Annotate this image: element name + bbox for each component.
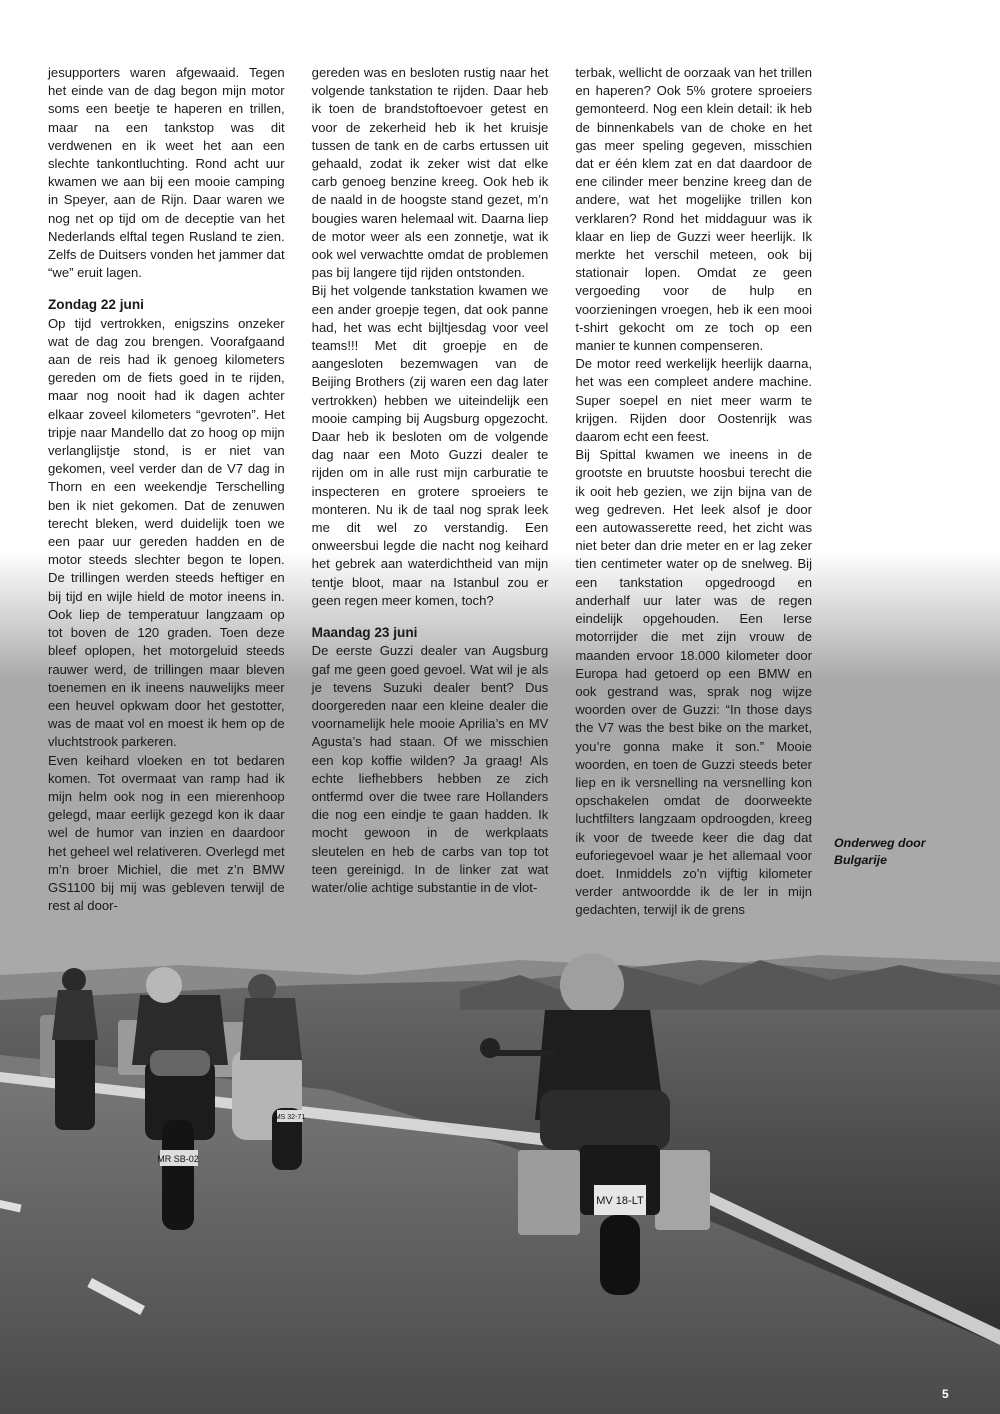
license-plate: MS 32-71	[274, 1114, 306, 1121]
article-columns	[48, 64, 813, 918]
paragraph: jesupporters waren afgewaaid. Tegen het einde van de dag begon mijn motor soms een beetje te haperen en trillen, maar na een tankstop was dit verdwenen en ik weet het aan een slechte tankontluchting. Rond acht uur kwamen we aan bij een mooie camping in Speyer, aan de Rijn. Daar waren we nog net op tijd om de deceptie van het Nederlands elftal tegen Rusland te zien. Zelfs de Duitsers vonden het jammer dat “we” eruit lagen.	[48, 65, 285, 281]
article-column-2	[311, 64, 549, 895]
license-plate: MR SB-02	[157, 1154, 199, 1164]
photo-caption: Onderweg door Bulgarije	[834, 836, 926, 867]
article-column-3	[575, 64, 813, 918]
section-heading: Maandag 23 juni	[311, 625, 418, 641]
paragraph: Op tijd vertrokken, enigszins onzeker wat de dag zou brengen. Voorafgaand aan de reis had ik genoeg kilometers gereden om de fiets goed in te rijden, maar nog nooit had ik dagen achter elkaar zoveel kilometers “gevroten”. Het tripje naar Mandello dat zo hoog op mijn verlanglijstje stond, is er niet van gekomen, veel verder dan de V7 dag in Thorn en een weekendje Terschelling ben ik niet gekomen. Dat de zenuwen terecht bleken, werd duidelijk toen we een paar uur gereden hadden en de motor steeds slechter begon te lopen. De trillingen werden steeds heftiger en bij tijd en wijle hield de motor ineens in. Ook liep de temperatuur langzaam op tot boven de 120 graden. Toen deze bleef oplopen, het motorgeluid steeds rauwer werd, de trillingen maar bleven toenemen en ik ineens nauwelijks meer een heuvel opkwam door het gestotter, was de maat vol en moest ik hem op de vluchtstrook parkeren.	[48, 315, 285, 750]
paragraph: Bij Spittal kwamen we ineens in de grootste en bruutste hoosbui terecht die ik ooit heb gezien, we zijn bijna van de weg gedreven. Het leek alsof je door een autowasserette reed, het zicht was niet beter dan drie meter en er lag zeker tien centimeter water op de snelweg. Bij een tankstation opgedroogd en anderhalf uur later was de regen eindelijk opgehouden. Een Ierse motorrijder die met zijn vrouw de maanden ervoor 18.000 kilometer door Europa had getoerd op een BMW en ook gestrand was, sprak nog wijze woorden over de Guzzi: “In those days the V7 was the best bike on the market, you’re gonna make it son.” Mooie woorden, en toen de Guzzi steeds beter liep en ik versnelling na versnelling kon opschakelen omdat de doorweekte luchtfilters langzaam opdroogden, kreeg ik voor de tweede keer die dag dat euforiegevoel waar je het allemaal voor doet. Inmiddels zo’n vijftig kilometer verder antwoordde ik de ler in mijn gedachten, terwijl ik de grens	[575, 447, 813, 918]
paragraph: Even keihard vloeken en tot bedaren komen. Tot overmaat van ramp had ik mijn helm ook nog in een mierenhoop gelegd, maar eerlijk gezegd kon ik daar wel de humor van inzien en daardoor het geheel wel relativeren. Overlegd met m’n broer Michiel, die met z’n BMW GS1100 bij mij was gebleven terwijl de rest al door-	[48, 752, 285, 914]
paragraph: terbak, wellicht de oorzaak van het trillen en haperen? Ook 5% grotere sproeiers gemonteerd. Nog een klein detail: ik heb de binnenkabels van de choke en het gas meer speling gegeven, misschien dat er één klem zat en dat daardoor de ene cilinder meer benzine kreeg dan de andere, wat het mogelijke trillen kon verklaren? Rond het middaguur was ik klaar en liep de Guzzi weer heerlijk. Ik merkte het verschil meteen, ook bij stationair lopen. Omdat ze geen vergoeding voor de hulp en voorzieningen vroegen, heb ik een mooi t-shirt gekocht om ze toch op een manier te kunnen compenseren.	[575, 65, 813, 354]
paragraph: Bij het volgende tankstation kwamen we een ander groepje tegen, dat ook panne had, het was echt bijltjesdag voor veel teams!!! Met dit groepje en de aangesloten bezemwagen van de Beijing Brothers (zij waren een dag later vertrokken) hebben we uiteindelijk een mooie camping bij Augsburg opgezocht. Daar heb ik besloten om de volgende dag naar een Moto Guzzi dealer te rijden om in alle rust mijn carburatie te inspecteren en grotere sproeiers te monteren. Nu ik de taal nog sprak leek me dit wel zo verstandig. Een onweersbui legde die nacht nog keihard het gebrek aan waterdichtheid van mijn tentje bloot, maar na Istanbul zou er geen regen meer komen, toch?	[311, 283, 549, 608]
license-plate: MV 18-LT	[596, 1195, 644, 1207]
article-column-1	[48, 64, 285, 914]
section-heading: Zondag 22 juni	[48, 297, 144, 313]
paragraph: De motor reed werkelijk heerlijk daarna, het was een compleet andere machine. Super soepel en niet meer warm te krijgen. Rijden door Oostenrijk was daarom echt een feest.	[575, 356, 813, 445]
paragraph: De eerste Guzzi dealer van Augsburg gaf me geen goed gevoel. Wat wil je als je tevens Suzuki dealer bent? Dus doorgereden naar een kleine dealer die voornamelijk hele mooie Aprilia’s en MV Agusta’s had staan. Of we misschien een kop koffie wilden? Ja graag! Als echte liefhebbers hebben ze zich ontfermd over die twee rare Hollanders die nog een eindje te gaan hadden. Ik mocht gewoon in de werkplaats sleutelen en heb de carbs van top tot teen gereinigd. In de linker zat wat water/olie achtige substantie in de vlot-	[311, 643, 549, 895]
paragraph: gereden was en besloten rustig naar het volgende tankstation te rijden. Daar heb ik toen de brandstoftoevoer getest en voor de zekerheid heb ik het kruisje tussen de tank en de carbs ertussen uit gehaald, zodat ik zeker wist dat elke carb genoeg benzine kreeg. Ook heb ik de naald in de hoogste stand gezet, m’n bougies waren helemaal wit. Daarna liep de motor weer als een zonnetje, wat ik ook wel verwachtte omdat de problemen pas bij langere tijd rijden ontstonden.	[311, 65, 549, 281]
page-number: 5	[942, 1387, 949, 1401]
